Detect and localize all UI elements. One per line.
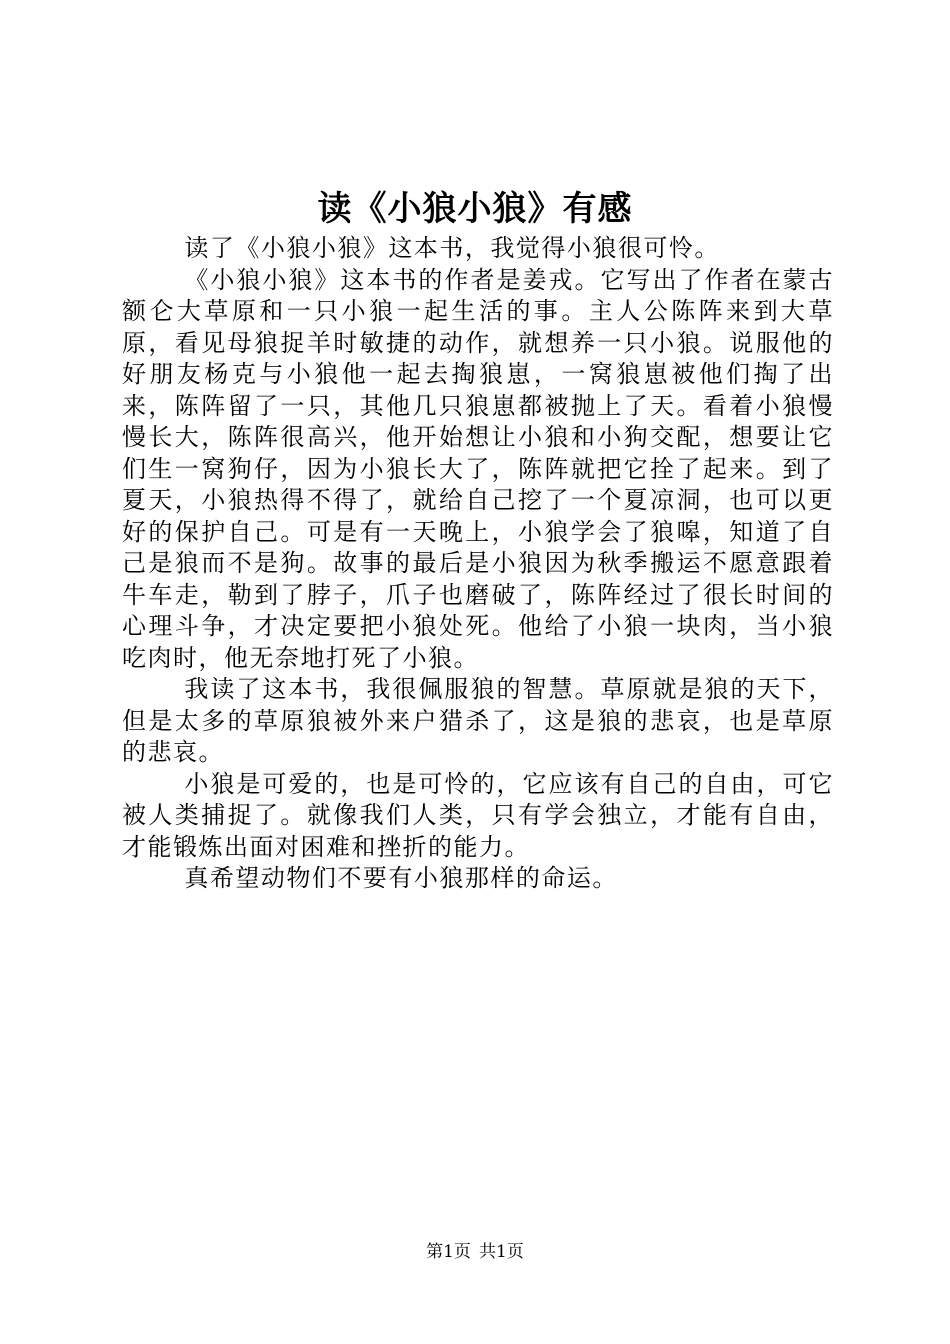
paragraph: 我读了这本书，我很佩服狼的智慧。草原就是狼的天下，但是太多的草原狼被外来户猎杀了，这是狼的悲哀，也是草原的悲哀。 <box>122 675 834 766</box>
paragraph: 小狼是可爱的，也是可怜的，它应该有自己的自由，可它被人类捕捉了。就像我们人类，只有学会独立，才能有自由，才能锻炼出面对困难和挫折的能力。 <box>122 769 834 861</box>
document-body <box>122 233 834 895</box>
page-total: 共1页 <box>479 1242 524 1262</box>
document-title: 读《小狼小狼》有感 <box>317 189 633 229</box>
paragraph: 真希望动物们不要有小狼那样的命运。 <box>184 864 618 892</box>
page-footer <box>0 1240 950 1264</box>
page-number: 第1页 <box>426 1242 471 1262</box>
paragraph: 读了《小狼小狼》这本书，我觉得小狼很可怜。 <box>184 234 720 262</box>
paragraph: 《小狼小狼》这本书的作者是姜戎。它写出了作者在蒙古额仑大草原和一只小狼一起生活的事。主人公陈阵来到大草原，看见母狼捉羊时敏捷的动作，就想养一只小狼。说服他的好朋友杨克与小狼他一起去掏狼崽，一窝狼崽被他们掏了出来，陈阵留了一只，其他几只狼崽都被抛上了天。看着小狼慢慢长大，陈阵很高兴，他开始想让小狼和小狗交配，想要让它们生一窝狗仔，因为小狼长大了，陈阵就把它拴了起来。到了夏天，小狼热得不得了，就给自己挖了一个夏凉洞，也可以更好的保护自己。可是有一天晚上，小狼学会了狼嗥，知道了自己是狼而不是狗。故事的最后是小狼因为秋季搬运不愿意跟着牛车走，勒到了脖子，爪子也磨破了，陈阵经过了很长时间的心理斗争，才决定要把小狼处死。他给了小狼一块肉，当小狼吃肉时，他无奈地打死了小狼。 <box>122 265 834 672</box>
